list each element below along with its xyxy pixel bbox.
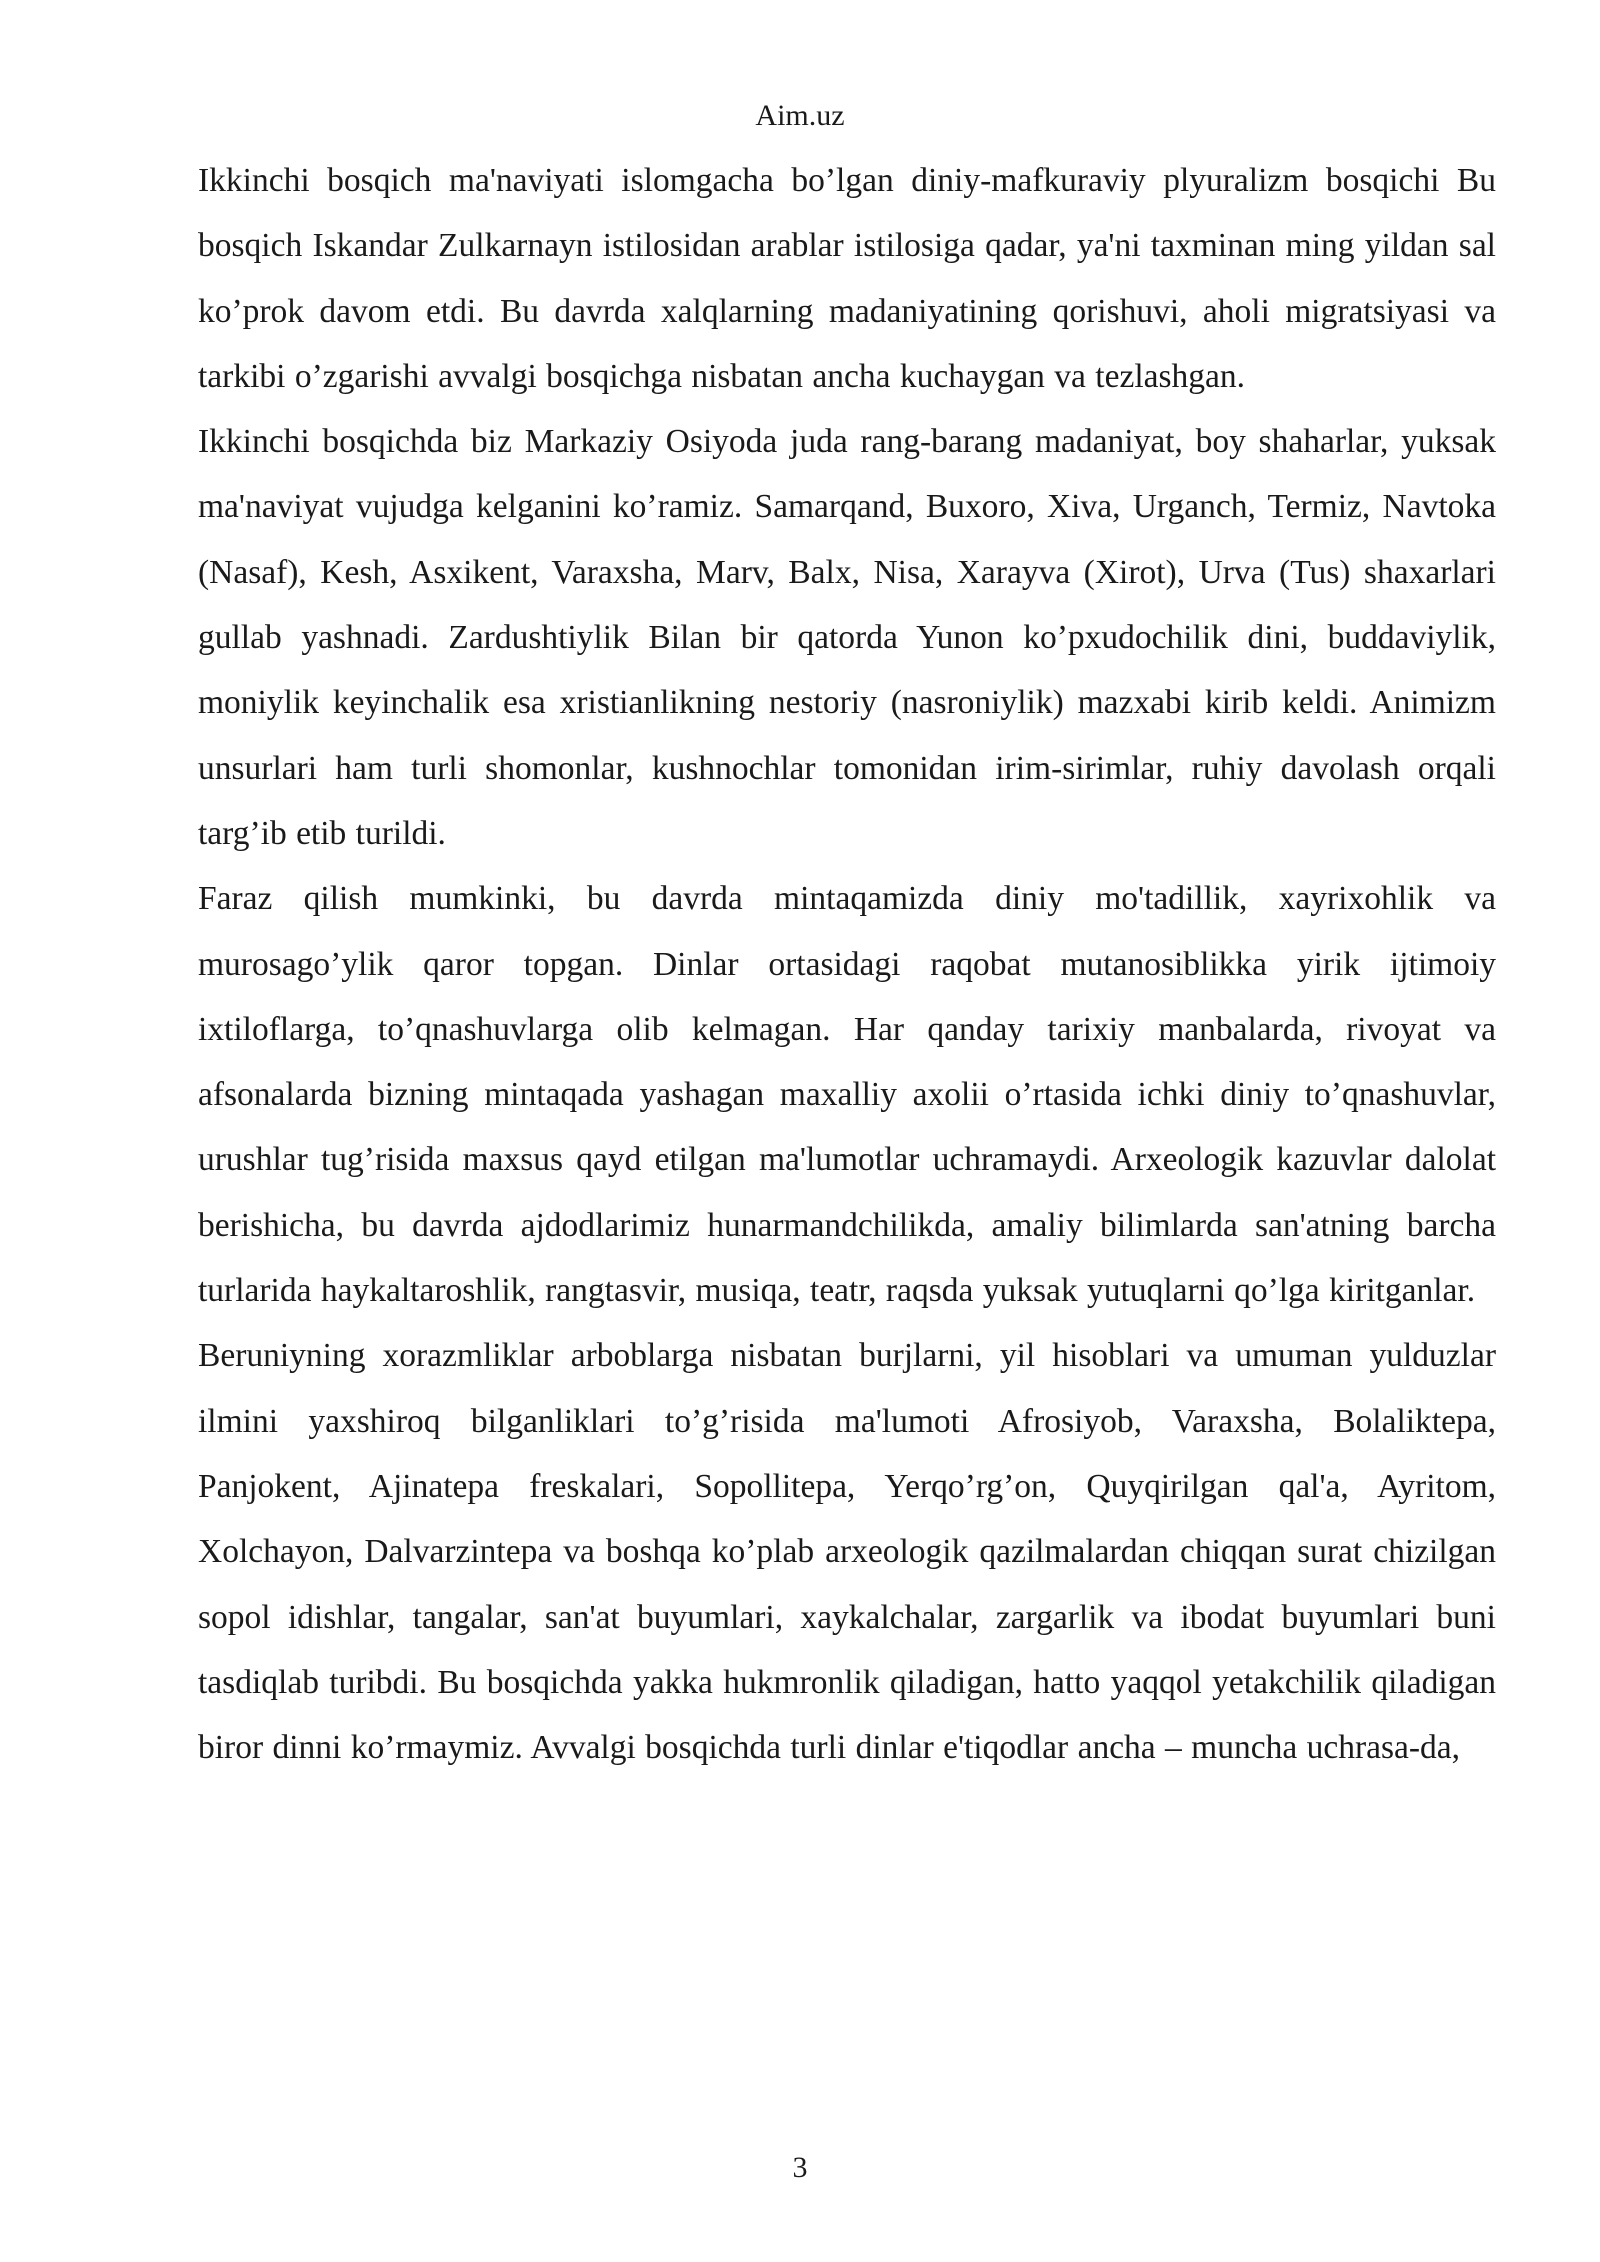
page-header: Aim.uz	[755, 99, 845, 132]
paragraph-1: Ikkinchi bosqich ma'naviyati islomgacha bo’lgan diniy-mafkuraviy plyuralizm bosqichi Bu bosqich Iskandar Zulkarnayn istilosidan arablar istilosiga qadar, ya'ni taxminan ming yildan sal ko’prok davom etdi. Bu davrda xalqlarning madaniyatining qorishuvi, aholi migratsiyasi va tarkibi o’zgarishi avvalgi bosqichga nisbatan ancha kuchaygan va tezlashgan.	[198, 162, 1496, 395]
page-number: 3	[792, 2151, 808, 2184]
paragraph-3: Faraz qilish mumkinki, bu davrda mintaqamizda diniy mo'tadillik, xayrixohlik va murosago’ylik qaror topgan. Dinlar ortasidagi raqobat mutanosiblikka yirik ijtimoiy ixtiloflarga, to’qnashuvlarga olib kelmagan. Har qanday tarixiy manbalarda, rivoyat va afsonalarda bizning mintaqada yashagan maxalliy axolii o’rtasida ichki diniy to’qnashuvlar, urushlar tug’risida maxsus qayd etilgan ma'lumotlar uchramaydi. Arxeologik kazuvlar dalolat berishicha, bu davrda ajdodlarimiz hunarmandchilikda, amaliy bilimlarda san'atning barcha turlarida haykaltaroshlik, rangtasvir, musiqa, teatr, raqsda yuksak yutuqlarni qo’lga kiritganlar.	[198, 880, 1496, 1310]
page-body	[198, 148, 1496, 1780]
paragraph-2: Ikkinchi bosqichda biz Markaziy Osiyoda juda rang-barang madaniyat, boy shaharlar, yuksak ma'naviyat vujudga kelganini ko’ramiz. Samarqand, Buxoro, Xiva, Urganch, Termiz, Navtoka (Nasaf), Kesh, Asxikent, Varaxsha, Marv, Balx, Nisa, Xarayva (Xirot), Urva (Tus) shaxarlari gullab yashnadi. Zardushtiylik Bilan bir qatorda Yunon ko’pxudochilik dini, buddaviylik, moniylik keyinchalik esa xristianlikning nestoriy (nasroniylik) mazxabi kirib keldi. Animizm unsurlari ham turli shomonlar, kushnochlar tomonidan irim-sirimlar, ruhiy davolash orqali targ’ib etib turildi.	[198, 423, 1496, 852]
paragraph-4: Beruniyning xorazmliklar arboblarga nisbatan burjlarni, yil hisoblari va umuman yulduzlar ilmini yaxshiroq bilganliklari to’g’risida ma'lumoti Afrosiyob, Varaxsha, Bolaliktepa, Panjokent, Ajinatepa freskalari, Sopollitepa, Yerqo’rg’on, Quyqirilgan qal'a, Ayritom, Xolchayon, Dalvarzintepa va boshqa ko’plab arxeologik qazilmalardan chiqqan surat chizilgan sopol idishlar, tangalar, san'at buyumlari, xaykalchalar, zargarlik va ibodat buyumlari buni tasdiqlab turibdi. Bu bosqichda yakka hukmronlik qiladigan, hatto yaqqol yetakchilik qiladigan biror dinni ko’rmaymiz. Avvalgi bosqichda turli dinlar e'tiqodlar ancha – muncha uchrasa-da,	[198, 1337, 1496, 1767]
